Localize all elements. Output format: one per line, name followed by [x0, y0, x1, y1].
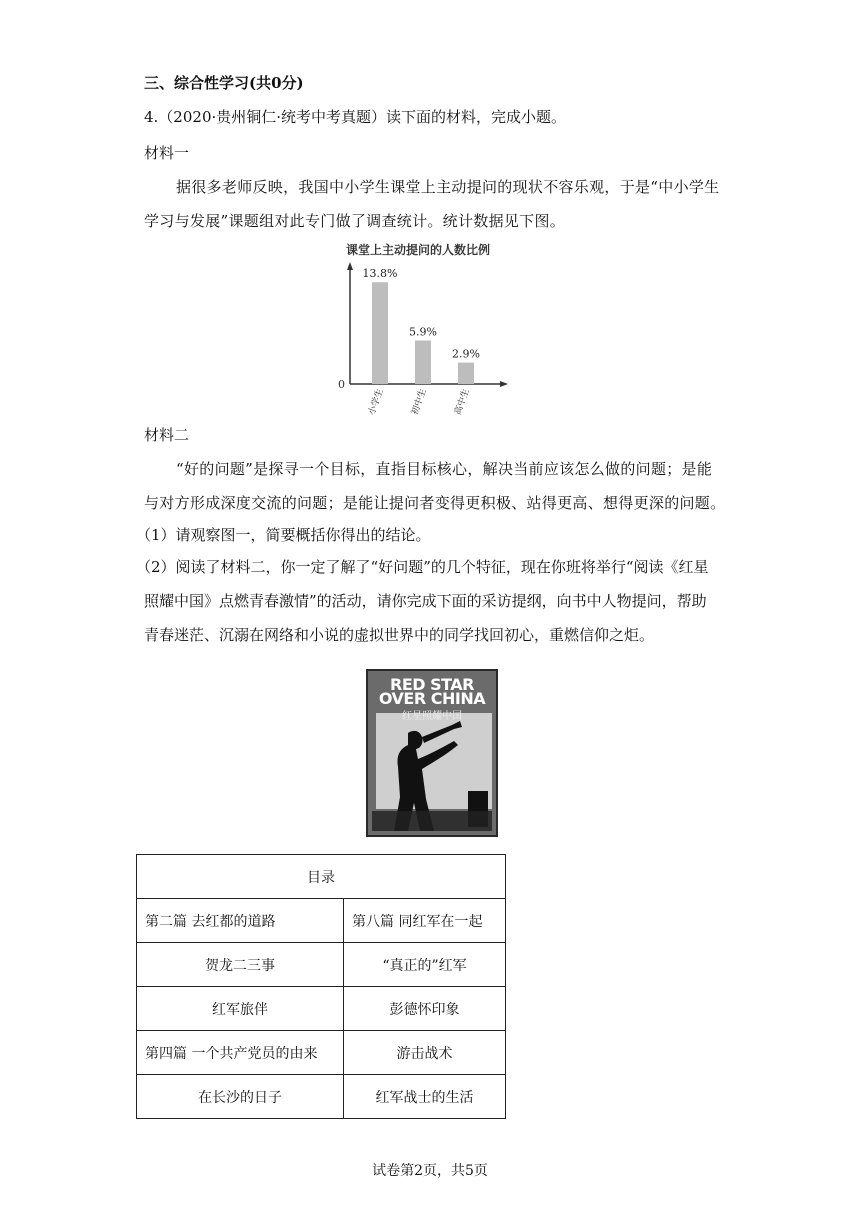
toc-header-row	[137, 855, 506, 899]
page-footer: 试卷第2页，共5页	[372, 1163, 488, 1179]
material1-paragraph-line2: 学习与发展”课题组对此专门做了调查统计。统计数据见下图。	[144, 212, 566, 230]
toc-cell: 游击战术	[344, 1031, 506, 1075]
table-row	[137, 987, 506, 1031]
toc-header: 目录	[137, 855, 506, 899]
table-row	[137, 899, 506, 943]
toc-cell: 贺龙二三事	[137, 943, 344, 987]
data-label: 13.8%	[362, 267, 398, 281]
tick-label: 小学生	[367, 387, 386, 416]
material2-paragraph-line1: “好的问题”是探寻一个目标，直指目标核心，解决当前应该怎么做的问题；是能	[176, 460, 713, 478]
question-stem: 4.（2020·贵州铜仁·统考中考真题）读下面的材料，完成小题。	[144, 108, 567, 126]
toc-cell: “真正的”红军	[344, 943, 506, 987]
toc-cell: 红军战士的生活	[344, 1075, 506, 1119]
material1-paragraph-line1: 据很多老师反映，我国中小学生课堂上主动提问的现状不容乐观，于是“中小学生	[176, 178, 720, 196]
y-axis-arrow	[347, 262, 353, 270]
tick-label: 高中生	[453, 387, 472, 416]
sub-question-2-line2: 照耀中国》点燃青春激情”的活动，请你完成下面的采访提纲，向书中人物提问，帮助	[144, 592, 707, 610]
table-row	[137, 943, 506, 987]
toc-cell: 第四篇 一个共产党员的由来	[137, 1031, 344, 1075]
table-row	[137, 1031, 506, 1075]
toc-cell: 红军旅伴	[137, 987, 344, 1031]
x-axis-arrow	[500, 381, 508, 387]
sub-question-2-line3: 青春迷茫、沉溺在网络和小说的虚拟世界中的同学找回初心，重燃信仰之炬。	[144, 626, 655, 644]
data-label: 5.9%	[409, 325, 437, 339]
tick-label: 初中生	[410, 387, 429, 416]
material1-label: 材料一	[144, 144, 190, 162]
book-title-en-line2: OVER CHINA	[378, 689, 486, 708]
toc-cell: 第二篇 去红都的道路	[137, 899, 344, 943]
material2-paragraph-line2: 与对方形成深度交流的问题；是能让提问者变得更积极、站得更高、想得更深的问题。	[144, 494, 726, 512]
bugler-silhouette-icon	[368, 671, 496, 835]
bar	[415, 340, 431, 384]
data-label: 2.9%	[452, 347, 480, 361]
origin-label: 0	[338, 378, 345, 391]
bar	[372, 282, 388, 384]
sub-question-2-line1: （2）阅读了材料二，你一定了解了“好问题”的几个特征，现在你班将举行“阅读《红星	[136, 558, 709, 576]
chart-title: 课堂上主动提问的人数比例	[346, 243, 491, 257]
table-row	[137, 1075, 506, 1119]
table-of-contents	[136, 854, 506, 1119]
section-title: 三、综合性学习(共0分)	[144, 74, 304, 92]
material2-label: 材料二	[144, 426, 190, 444]
toc-cell: 彭德怀印象	[344, 987, 506, 1031]
bar-chart	[336, 240, 516, 416]
book-title-cn: 红星照耀中国	[402, 711, 462, 722]
book-title-en-line1: RED STAR	[390, 675, 474, 694]
sub-question-1: （1）请观察图一，简要概括你得出的结论。	[136, 526, 431, 544]
book-cover-image	[366, 669, 498, 837]
toc-cell: 在长沙的日子	[137, 1075, 344, 1119]
bar	[458, 363, 474, 384]
toc-cell: 第八篇 同红军在一起	[344, 899, 506, 943]
